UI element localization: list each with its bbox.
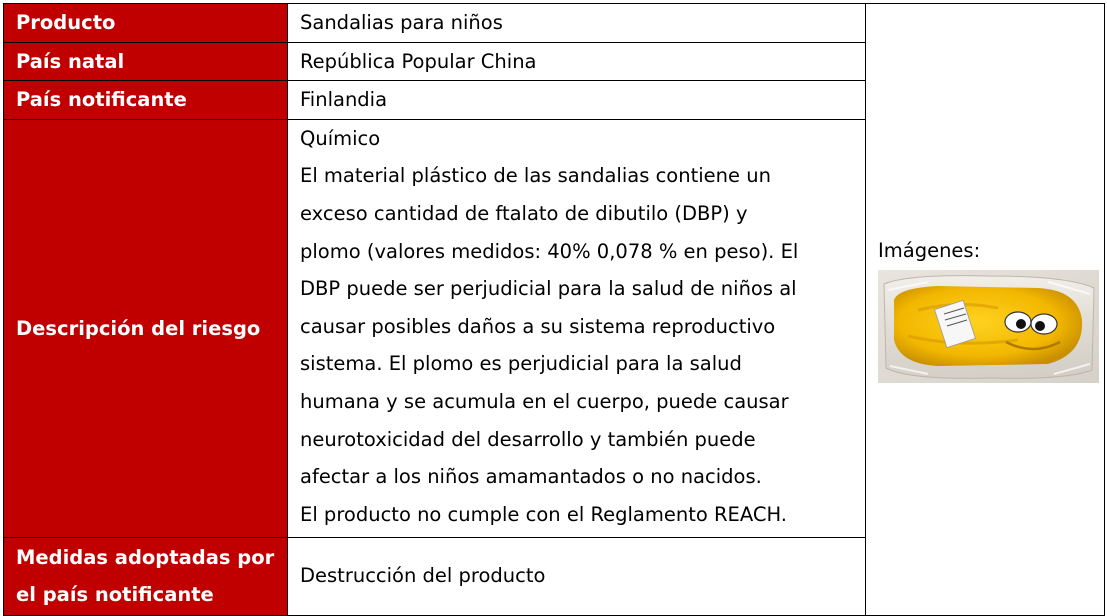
riesgo-line: exceso cantidad de ftalato de dibutilo (DBP) y	[300, 201, 748, 225]
pais-natal-value: República Popular China	[288, 42, 866, 81]
images-cell	[866, 4, 1105, 616]
producto-value: Sandalias para niños	[288, 4, 866, 43]
riesgo-line: causar posibles daños a su sistema reproductivo	[300, 314, 776, 338]
medidas-label-line2: el país notificante	[16, 583, 214, 607]
riesgo-line: DBP puede ser perjudicial para la salud de niños al	[300, 277, 797, 301]
riesgo-line: afectar a los niños amamantados o no nacidos.	[300, 465, 762, 489]
images-caption: Imágenes:	[878, 238, 981, 262]
riesgo-description	[288, 119, 866, 537]
riesgo-line: El producto no cumple con el Reglamento REACH.	[300, 502, 787, 526]
medidas-value: Destrucción del producto	[288, 537, 866, 615]
producto-label: Producto	[4, 4, 288, 43]
pais-natal-label: País natal	[4, 42, 288, 81]
product-risk-table	[3, 3, 1105, 616]
medidas-label	[4, 537, 288, 615]
riesgo-label: Descripción del riesgo	[4, 119, 288, 537]
pais-notificante-value: Finlandia	[288, 81, 866, 120]
pais-notificante-label: País notificante	[4, 81, 288, 120]
riesgo-line: Químico	[300, 126, 381, 150]
riesgo-line: neurotoxicidad del desarrollo y también puede	[300, 427, 756, 451]
riesgo-line: El material plástico de las sandalias contiene un	[300, 164, 771, 188]
riesgo-line: plomo (valores medidos: 40% 0,078 % en peso). El	[300, 239, 799, 263]
riesgo-line: sistema. El plomo es perjudicial para la salud	[300, 352, 742, 376]
product-photo	[878, 270, 1099, 383]
row-producto	[4, 4, 1105, 43]
riesgo-line: humana y se acumula en el cuerpo, puede causar	[300, 389, 789, 413]
medidas-label-line1: Medidas adoptadas por	[16, 546, 275, 570]
